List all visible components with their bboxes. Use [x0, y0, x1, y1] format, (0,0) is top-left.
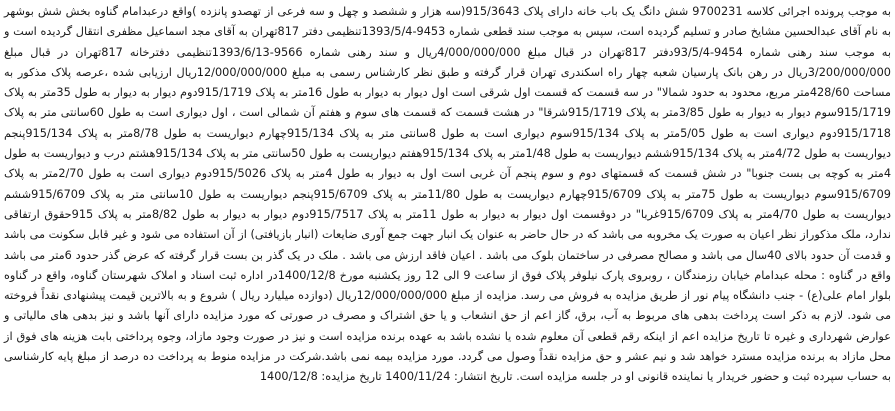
notice-body-text: به موجب پرونده اجرائی کلاسه 9700231 شش دانگ یک باب خانه دارای پلاک 915/3643(سه هزار و ششصد و چهل و سه فرعی از تهصدو پانزده )واقع درعبدامام گناوه بخش شش بوشهر به نام آقای عبدالحسین مشایخ صادر و تسلیم گردیده است، سپس به موجب سند قطعی شماره 9453-1393/5/4تنظیمی دفتر 817تهران به آقای مجد اسماعیل مظفری انتقال گردیده است و به موجب سند رهنی شماره 9454-93/5/4دفتر 817تهران در قبال مبلغ 4/000/000/000ریال و سند رهنی شماره 9566-1393/6/13تنظیمی دفترخانه 817تهران در قبال مبلغ 3/200/000/000ریال در رهن بانک پارسیان شعبه چهار راه اسکندری تهران قرار گرفته و طبق نظر کارشناس رسمی به مبلغ 12/000/000/000ریال ارزیابی شده ،عرصه پلاک مذکور به مساحت 428/60متر مربع، محدود به حدود شمالا" در سه قسمت که قسمت اول شرقی است اول دیوار به دیوار به طول 16متر به پلاک 915/1719دوم دیوار به دیوار به طول 35متر به پلاک 915/1719سوم دیوار به دیوار به طول 3/85متر به پلاک 915/1719شرقا" در هشت قسمت که قسمت های سوم و هفتم آن شمالی است ، اول دیواری است به طول 60سانتی متر به پلاک 915/1718دوم دیواری است به طول 5/05متر به پلاک 915/134سوم دیواری است به طول 8سانتی متر به پلاک 915/134چهارم دیواریست به طول 8/78متر به پلاک 915/134پنجم دیواریست به طول 4/72متر به پلاک 915/134ششم دیواریست به طول 1/48متر به پلاک 915/134هفتم دیواریست به طول 50سانتی متر به پلاک 915/134هشتم درب و دیواریست به طول 4متر به کوچه بی بست جنوبا" در شش قسمت که قسمتهای دوم و سوم پنجم آن غربی است اول به دیوار به طول 4متر به پلاک 915/5026دوم دیواری است به طول 2/70متر به پلاک 915/6709سوم دیواریست به طول 75متر به پلاک 915/6709چهارم دیواریست به طول 11/80متر به پلاک 915/6709پنجم دیواریست به طول 10سانتی متر به پلاک 915/6709ششم دیواریست به طول 4/70متر به پلاک 915/6709غربا" در دوقسمت اول دیوار به دیوار به طول 11متر به پلاک 915/7517دوم دیوار به دیوار به طول 8/82متر به پلاک 915حقوق ارتفاقی ندارد، ملک مذکوراز نظر اعیان به صورت یک مخروبه می باشد که در حال حاضر به عنوان یک انبار جهت جمع آوری ضایعات (انبار بازیافتی) از آن استفاده می شود و غیر قابل سکونت می باشد و قدمت آن حدود بالای 40سال می باشد و مصالح مصرفی در ساختمان بلوک می باشد . اعیان فاقد ارزش می باشد . ملک در یک گذر بن بست قرار گرفته که عرض گذر حدود 6متر می باشد واقع در گناوه : محله عبدامام خیابان رزمندگان ، روبروی پارک نیلوفر پلاک فوق از ساعت 9 الی 12 روز یکشنبه مورخ 1400/12/8در اداره ثبت اسناد و املاک شهرستان گناوه، واقع در گناوه بلوار امام علی(ع) - جنب دانشگاه پیام نور از طریق مزایده به فروش می رسد. مزایده از مبلغ 12/000/000/000ریال (دوازده میلیارد ریال ) شروع و به بالاترین قیمت پیشنهادی نقداً فروخته می شود. لازم به ذکر است پرداخت بدهی های مربوط به آب، برق، گاز اعم از حق انشعاب و یا حق اشتراک و مصرف در صورتی که مورد مزایده دارای آنها باشد و نیز بدهی های مالیاتی و عوارض شهرداری و غیره تا تاریخ مزایده اعم از اینکه رقم قطعی آن معلوم شده یا نشده باشد به عهده برنده مزایده است و نیز در صورت وجود مازاد، وجوه پرداختی بابت هزینه های فوق از محل مازاد به برنده مزایده مسترد خواهد شد و نیم عشر و حق مزایده نقداً وصول می گردد. مورد مزایده بیمه نمی باشد.شرکت در مزایده منوط به پرداخت ده درصد از مبلغ پایه کارشناسی به حساب سپرده ثبت و حضور خریدار یا نماینده قانونی او در جلسه مزایده است. تاریخ انتشار: 1400/11/24 تاریخ مزایده: 1400/12/8: [4, 5, 892, 384]
